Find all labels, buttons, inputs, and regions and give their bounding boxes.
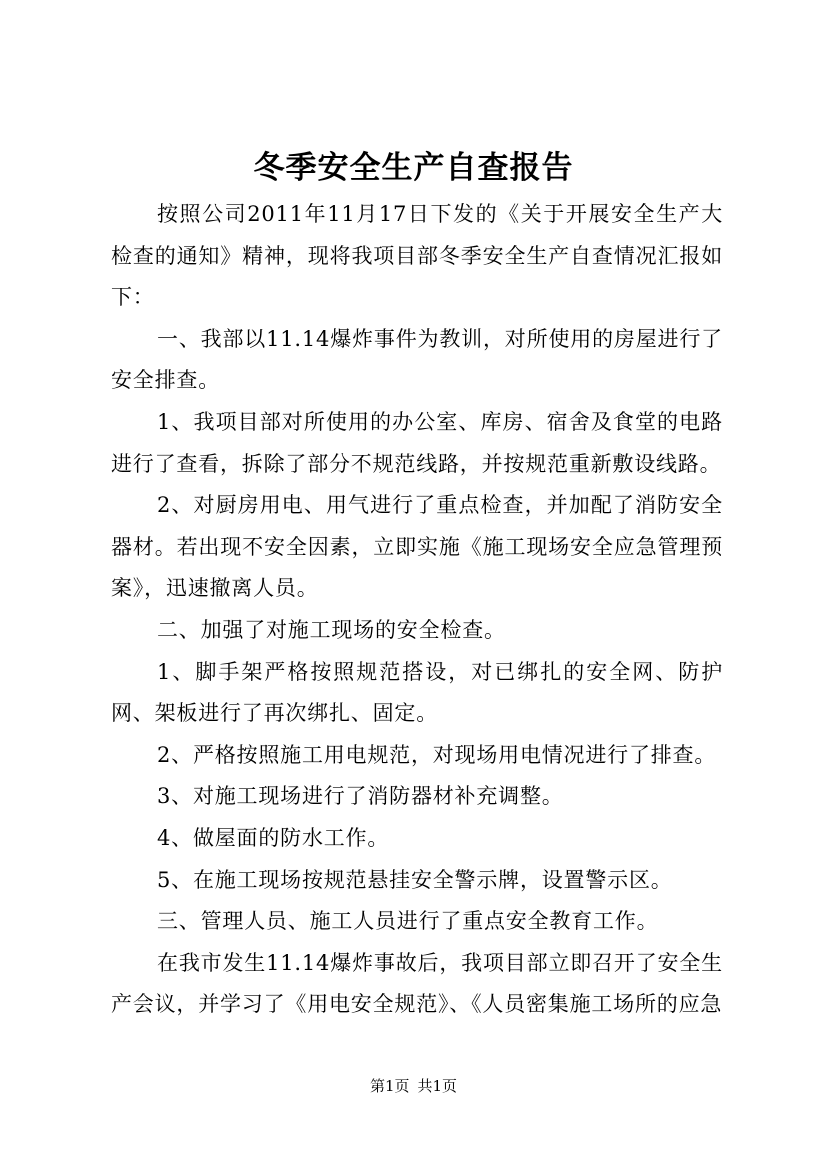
paragraph-item-2-3: 3、对施工现场进行了消防器材补充调整。 xyxy=(157,784,564,809)
total-pages: 共1页 xyxy=(417,1077,458,1095)
paragraph-item-2-1: 1、脚手架严格按照规范搭设，对已绑扎的安全网、防护网、架板进行了再次绑扎、固定。 xyxy=(111,659,723,726)
paragraph-item-2-5: 5、在施工现场按规范悬挂安全警示牌，设置警示区。 xyxy=(157,867,673,892)
document-body xyxy=(111,194,723,1026)
document-title: 冬季安全生产自查报告 xyxy=(253,150,574,186)
paragraph-item-2-2: 2、严格按照施工用电规范，对现场用电情况进行了排查。 xyxy=(157,742,717,767)
paragraph-section-3: 三、管理人员、施工人员进行了重点安全教育工作。 xyxy=(157,909,659,934)
page-number: 第1页 xyxy=(369,1077,410,1095)
paragraph-section-2: 二、加强了对施工现场的安全检查。 xyxy=(157,617,506,642)
page-footer xyxy=(0,1076,827,1096)
paragraph-item-2-4: 4、做屋面的防水工作。 xyxy=(157,825,390,850)
paragraph-item-1-1: 1、我项目部对所使用的办公室、库房、宿舍及食堂的电路进行了查看，拆除了部分不规范线路，并按规范重新敷设线路。 xyxy=(111,409,723,476)
paragraph-item-1-2: 2、对厨房用电、用气进行了重点检查，并加配了消防安全器材。若出现不安全因素，立即实施《施工现场安全应急管理预案》，迅速撤离人员。 xyxy=(111,493,723,601)
paragraph-intro: 按照公司2011年11月17日下发的《关于开展安全生产大检查的通知》精神，现将我项目部冬季安全生产自查情况汇报如下： xyxy=(111,202,723,310)
paragraph-section-3-text: 在我市发生11.14爆炸事故后，我项目部立即召开了安全生产会议，并学习了《用电安全规范》、《人员密集施工场所的应急 xyxy=(111,950,723,1017)
paragraph-section-1: 一、我部以11.14爆炸事件为教训，对所使用的房屋进行了安全排查。 xyxy=(111,326,723,393)
